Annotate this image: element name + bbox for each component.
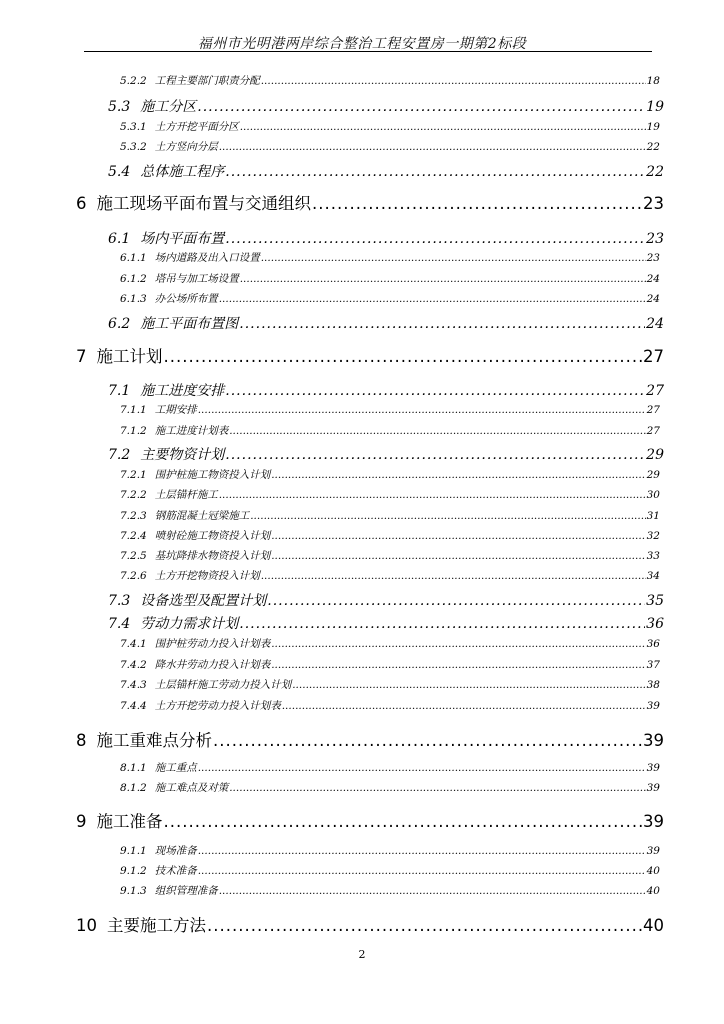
toc-entry-title: 劳动力需求计划 bbox=[140, 616, 239, 632]
toc-entry-level-2[interactable] bbox=[108, 613, 664, 633]
toc-entry-number: 7.2.5 bbox=[120, 550, 147, 562]
toc-entry-number: 7.3 bbox=[108, 593, 131, 609]
toc-entry-page: 18 bbox=[646, 75, 660, 87]
toc-entry-number: 6.2 bbox=[108, 316, 131, 332]
toc-entry-level-1[interactable] bbox=[76, 343, 664, 367]
toc-entry-number: 7.1 bbox=[108, 383, 131, 399]
toc-entry-title: 施工准备 bbox=[96, 812, 163, 831]
toc-entry-level-3[interactable] bbox=[120, 271, 660, 286]
toc-entry-level-1[interactable] bbox=[76, 190, 664, 214]
toc-dot-leader bbox=[219, 293, 646, 304]
toc-entry-page: 24 bbox=[646, 273, 660, 285]
toc-entry-page: 40 bbox=[646, 865, 660, 877]
toc-dot-leader bbox=[164, 812, 643, 829]
toc-entry-level-3[interactable] bbox=[120, 760, 660, 775]
toc-dot-leader bbox=[225, 231, 645, 245]
toc-entry-title: 场内道路及出入口设置 bbox=[154, 252, 260, 264]
toc-entry-title: 围护桩施工物资投入计划 bbox=[154, 469, 271, 481]
toc-dot-leader bbox=[197, 99, 645, 113]
toc-entry-number: 5.4 bbox=[108, 164, 131, 180]
toc-entry-title: 土层锚杆施工劳动力投入计划 bbox=[154, 679, 292, 691]
toc-entry-page: 24 bbox=[646, 293, 660, 305]
toc-dot-leader bbox=[240, 273, 646, 284]
toc-entry-title: 塔吊与加工场设置 bbox=[154, 273, 239, 285]
toc-entry-page: 34 bbox=[646, 570, 660, 582]
page-number: 2 bbox=[358, 948, 366, 961]
toc-entry-page: 40 bbox=[646, 885, 660, 897]
toc-entry-title: 组织管理准备 bbox=[154, 885, 218, 897]
toc-entry-level-3[interactable] bbox=[120, 423, 660, 438]
toc-entry-level-3[interactable] bbox=[120, 883, 660, 898]
toc-entry-number: 6.1.2 bbox=[120, 273, 147, 285]
toc-dot-leader bbox=[271, 659, 645, 670]
toc-entry-page: 24 bbox=[646, 316, 664, 332]
toc-entry-level-3[interactable] bbox=[120, 73, 660, 88]
toc-entry-number: 7.2 bbox=[108, 447, 131, 463]
toc-entry-number: 5.3.1 bbox=[120, 121, 147, 133]
toc-dot-leader bbox=[198, 404, 646, 415]
toc-entry-level-2[interactable] bbox=[108, 96, 664, 116]
toc-entry-page: 39 bbox=[643, 812, 664, 831]
toc-entry-page: 39 bbox=[646, 762, 660, 774]
toc-entry-number: 6.1 bbox=[108, 231, 131, 247]
toc-entry-page: 39 bbox=[646, 845, 660, 857]
toc-entry-number: 7.2.6 bbox=[120, 570, 147, 582]
toc-entry-title: 施工进度安排 bbox=[140, 383, 225, 399]
toc-entry-number: 8.1.2 bbox=[120, 782, 147, 794]
toc-entry-number: 8.1.1 bbox=[120, 762, 147, 774]
toc-entry-number: 7.4 bbox=[108, 616, 131, 632]
toc-entry-number: 7.4.4 bbox=[120, 700, 147, 712]
page-header-title: 福州市光明港两岸综合整治工程安置房一期第2标段 bbox=[197, 36, 527, 52]
toc-entry-level-2[interactable] bbox=[108, 228, 664, 248]
toc-entry-number: 9.1.3 bbox=[120, 885, 147, 897]
toc-dot-leader bbox=[292, 679, 645, 690]
toc-entry-page: 27 bbox=[643, 347, 664, 366]
toc-entry-number: 7.4.1 bbox=[120, 638, 147, 650]
toc-dot-leader bbox=[225, 447, 645, 461]
toc-entry-page: 23 bbox=[646, 231, 664, 247]
toc-entry-page: 29 bbox=[646, 469, 660, 481]
toc-dot-leader bbox=[198, 865, 646, 876]
toc-dot-leader bbox=[219, 885, 646, 896]
toc-entry-number: 9 bbox=[76, 812, 87, 831]
toc-entry-title: 土方竖向分层 bbox=[154, 141, 218, 153]
toc-entry-page: 32 bbox=[646, 530, 660, 542]
toc-dot-leader bbox=[250, 510, 645, 521]
toc-entry-number: 9.1.1 bbox=[120, 845, 147, 857]
toc-entry-title: 施工重点 bbox=[154, 762, 197, 774]
toc-entry-level-2[interactable] bbox=[108, 161, 664, 181]
toc-entry-level-3[interactable] bbox=[120, 487, 660, 502]
toc-dot-leader bbox=[219, 489, 646, 500]
toc-entry-title: 主要施工方法 bbox=[107, 916, 206, 935]
toc-entry-title: 土方开挖劳动力投入计划表 bbox=[154, 700, 281, 712]
toc-entry-page: 39 bbox=[646, 782, 660, 794]
toc-dot-leader bbox=[271, 469, 645, 480]
toc-entry-number: 10 bbox=[76, 916, 97, 935]
toc-dot-leader bbox=[229, 782, 645, 793]
toc-dot-leader bbox=[261, 570, 646, 581]
toc-dot-leader bbox=[219, 141, 646, 152]
toc-entry-level-3[interactable] bbox=[120, 139, 660, 154]
toc-entry-page: 31 bbox=[646, 510, 660, 522]
toc-entry-page: 35 bbox=[646, 593, 664, 609]
toc-entry-level-1[interactable] bbox=[76, 808, 664, 832]
toc-entry-title: 施工进度计划表 bbox=[154, 425, 229, 437]
toc-entry-number: 8 bbox=[76, 731, 87, 750]
toc-entry-level-3[interactable] bbox=[120, 250, 660, 265]
toc-entry-level-3[interactable] bbox=[120, 548, 660, 563]
toc-entry-level-1[interactable] bbox=[76, 727, 664, 751]
toc-entry-number: 7.2.1 bbox=[120, 469, 147, 481]
toc-entry-level-3[interactable] bbox=[120, 508, 660, 523]
toc-entry-level-3[interactable] bbox=[120, 119, 660, 134]
toc-entry-title: 施工平面布置图 bbox=[140, 316, 239, 332]
toc-entry-title: 施工计划 bbox=[96, 347, 163, 366]
toc-entry-level-3[interactable] bbox=[120, 863, 660, 878]
toc-entry-level-1[interactable] bbox=[76, 912, 664, 936]
toc-entry-title: 工期安排 bbox=[154, 404, 197, 416]
toc-entry-title: 办公场所布置 bbox=[154, 293, 218, 305]
toc-entry-page: 19 bbox=[646, 99, 664, 115]
toc-entry-page: 36 bbox=[646, 638, 660, 650]
toc-entry-page: 27 bbox=[646, 425, 660, 437]
toc-entry-page: 40 bbox=[643, 916, 664, 935]
toc-dot-leader bbox=[198, 845, 646, 856]
toc-entry-title: 围护桩劳动力投入计划表 bbox=[154, 638, 271, 650]
toc-entry-page: 36 bbox=[646, 616, 664, 632]
toc-entry-title: 喷射砼施工物资投入计划 bbox=[154, 530, 271, 542]
toc-entry-page: 27 bbox=[646, 383, 664, 399]
toc-entry-level-2[interactable] bbox=[108, 444, 664, 464]
toc-entry-page: 19 bbox=[646, 121, 660, 133]
toc-entry-level-3[interactable] bbox=[120, 402, 660, 417]
toc-entry-number: 7.4.2 bbox=[120, 659, 147, 671]
toc-dot-leader bbox=[282, 700, 646, 711]
toc-dot-leader bbox=[312, 194, 642, 211]
toc-entry-number: 6.1.3 bbox=[120, 293, 147, 305]
toc-entry-level-3[interactable] bbox=[120, 568, 660, 583]
toc-entry-title: 施工难点及对策 bbox=[154, 782, 229, 794]
toc-entry-number: 7.1.1 bbox=[120, 404, 147, 416]
toc-entry-title: 场内平面布置 bbox=[140, 231, 225, 247]
toc-dot-leader bbox=[229, 425, 645, 436]
toc-entry-page: 23 bbox=[643, 194, 664, 213]
toc-entry-title: 土层锚杆施工 bbox=[154, 489, 218, 501]
toc-dot-leader bbox=[240, 121, 646, 132]
toc-entry-title: 土方开挖平面分区 bbox=[154, 121, 239, 133]
toc-entry-number: 7.2.3 bbox=[120, 510, 147, 522]
toc-entry-title: 主要物资计划 bbox=[140, 447, 225, 463]
toc-entry-level-2[interactable] bbox=[108, 380, 664, 400]
toc-dot-leader bbox=[271, 638, 645, 649]
toc-entry-page: 27 bbox=[646, 404, 660, 416]
toc-dot-leader bbox=[239, 316, 645, 330]
toc-entry-page: 38 bbox=[646, 679, 660, 691]
toc-entry-level-3[interactable] bbox=[120, 467, 660, 482]
toc-entry-page: 29 bbox=[646, 447, 664, 463]
toc-entry-title: 技术准备 bbox=[154, 865, 197, 877]
toc-entry-level-3[interactable] bbox=[120, 677, 660, 692]
toc-entry-level-3[interactable] bbox=[120, 528, 660, 543]
toc-entry-title: 现场准备 bbox=[154, 845, 197, 857]
toc-entry-number: 7.2.2 bbox=[120, 489, 147, 501]
toc-entry-number: 6.1.1 bbox=[120, 252, 147, 264]
toc-dot-leader bbox=[164, 347, 643, 364]
toc-entry-page: 30 bbox=[646, 489, 660, 501]
toc-entry-number: 5.3.2 bbox=[120, 141, 147, 153]
toc-dot-leader bbox=[267, 593, 645, 607]
toc-entry-number: 7.2.4 bbox=[120, 530, 147, 542]
toc-dot-leader bbox=[213, 731, 642, 748]
toc-dot-leader bbox=[239, 616, 645, 630]
toc-entry-title: 设备选型及配置计划 bbox=[140, 593, 267, 609]
toc-entry-title: 土方开挖物资投入计划 bbox=[154, 570, 260, 582]
toc-entry-page: 22 bbox=[646, 141, 660, 153]
toc-entry-number: 5.2.2 bbox=[120, 75, 147, 87]
toc-entry-level-3[interactable] bbox=[120, 698, 660, 713]
toc-dot-leader bbox=[271, 530, 645, 541]
toc-entry-title: 工程主要部门职责分配 bbox=[154, 75, 260, 87]
toc-dot-leader bbox=[225, 383, 645, 397]
toc-dot-leader bbox=[261, 252, 646, 263]
toc-entry-title: 基坑降排水物资投入计划 bbox=[154, 550, 271, 562]
toc-dot-leader bbox=[207, 916, 642, 933]
toc-dot-leader bbox=[261, 75, 646, 86]
toc-entry-level-3[interactable] bbox=[120, 291, 660, 306]
toc-entry-number: 7 bbox=[76, 347, 87, 366]
toc-entry-level-2[interactable] bbox=[108, 590, 664, 610]
toc-entry-level-3[interactable] bbox=[120, 657, 660, 672]
toc-entry-title: 施工重难点分析 bbox=[96, 731, 212, 750]
toc-entry-number: 9.1.2 bbox=[120, 865, 147, 877]
toc-entry-number: 7.1.2 bbox=[120, 425, 147, 437]
toc-entry-title: 施工现场平面布置与交通组织 bbox=[96, 194, 311, 213]
toc-entry-level-3[interactable] bbox=[120, 636, 660, 651]
toc-entry-number: 7.4.3 bbox=[120, 679, 147, 691]
toc-entry-page: 22 bbox=[646, 164, 664, 180]
toc-entry-level-3[interactable] bbox=[120, 843, 660, 858]
toc-dot-leader bbox=[198, 762, 646, 773]
toc-entry-level-3[interactable] bbox=[120, 780, 660, 795]
toc-entry-title: 总体施工程序 bbox=[140, 164, 225, 180]
toc-dot-leader bbox=[225, 164, 645, 178]
toc-entry-title: 降水井劳动力投入计划表 bbox=[154, 659, 271, 671]
toc-entry-page: 39 bbox=[646, 700, 660, 712]
toc-entry-page: 23 bbox=[646, 252, 660, 264]
toc-entry-number: 5.3 bbox=[108, 99, 131, 115]
toc-entry-title: 钢筋混凝土冠梁施工 bbox=[154, 510, 250, 522]
toc-entry-page: 33 bbox=[646, 550, 660, 562]
toc-entry-page: 37 bbox=[646, 659, 660, 671]
toc-entry-page: 39 bbox=[643, 731, 664, 750]
toc-dot-leader bbox=[271, 550, 645, 561]
toc-entry-number: 6 bbox=[76, 194, 87, 213]
toc-entry-level-2[interactable] bbox=[108, 313, 664, 333]
toc-entry-title: 施工分区 bbox=[140, 99, 197, 115]
